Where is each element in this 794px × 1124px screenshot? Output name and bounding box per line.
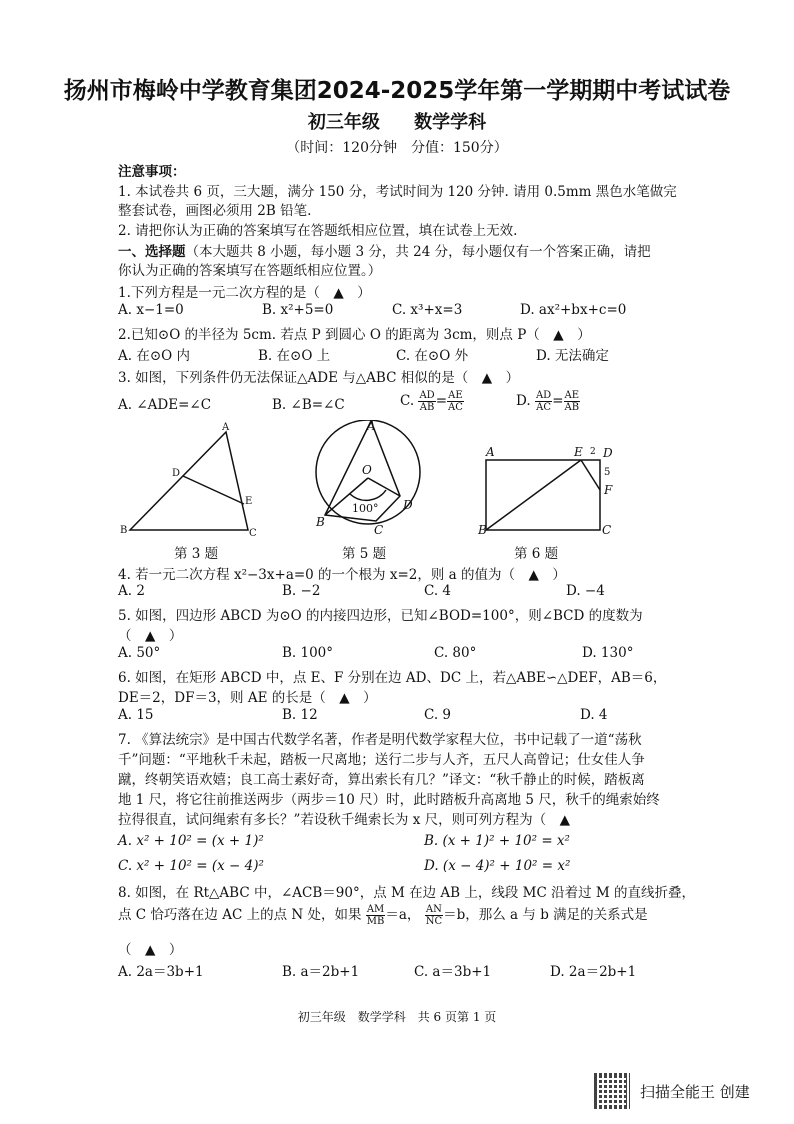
q3-d-f2-num: AE — [564, 390, 580, 401]
q5-option-d: D. 130° — [582, 645, 634, 661]
qr-code-icon — [594, 1073, 630, 1109]
q8-option-d: D. 2a＝2b+1 — [550, 964, 637, 980]
q6-option-d: D. 4 — [580, 707, 608, 723]
fig5-angle-arc — [350, 490, 386, 500]
q8-mid2: ＝b，那么 a 与 b 满足的关系式是 — [443, 907, 648, 923]
fig6-label-b: B — [478, 523, 487, 537]
q5-option-b: B. 100° — [282, 645, 334, 661]
section1-desc2: 你认为正确的答案填写在答题纸相应位置。） — [118, 263, 382, 279]
q7-line3: 蹴，终朝笑语欢嬉；良工高士素好奇，算出索长有几？”译文：“秋千静止的时候，踏板离 — [118, 772, 645, 788]
q1-option-c: C. x³+x=3 — [392, 302, 463, 318]
figure-5-caption: 第 5 题 — [342, 546, 387, 562]
figure-3-caption: 第 3 题 — [174, 546, 219, 562]
q2-stem: 2.已知⊙O 的半径为 5cm. 若点 P 到圆心 O 的距离为 3cm，则点 P（ ▲ ） — [118, 327, 591, 343]
note-1a: 1. 本试卷共 6 页，三大题，满分 150 分，考试时间为 120 分钟. 请用 0.5mm 黑色水笔做完 — [118, 184, 677, 200]
q3-c-f2-num: AE — [448, 390, 463, 401]
q3-c-f1-den: AB — [419, 402, 435, 413]
q5-option-a: A. 50° — [118, 645, 161, 661]
time-score: （时间：120分钟 分值：150分） — [286, 140, 508, 156]
fig3-label-b: B — [120, 525, 128, 536]
fig3-label-a: A — [222, 422, 230, 433]
fig6-label-2: 2 — [590, 447, 596, 457]
q3-option-d: D. $\frac{AD}{AC}$ = $\frac{AE}{AB}$ — [516, 390, 580, 413]
q3-c-f1-num: AD — [419, 390, 435, 401]
q8-option-b: B. a＝2b+1 — [282, 964, 360, 980]
q8-f2-num: AN — [425, 904, 442, 915]
q8-f1-num: AM — [366, 904, 385, 915]
figure-6-caption: 第 6 题 — [514, 546, 559, 562]
q3-d-label: D. — [516, 393, 531, 409]
q4-option-d: D. −4 — [566, 583, 605, 599]
q7-option-a: A. x² + 10² = (x + 1)² — [118, 833, 264, 849]
fig6-label-a: A — [486, 445, 495, 459]
fig6-label-e: E — [574, 445, 583, 459]
q8-line3: （ ▲ ） — [118, 942, 183, 958]
fig5-label-a: A — [367, 420, 376, 433]
q7-option-d: D. (x − 4)² + 10² = x² — [424, 858, 571, 874]
notes-heading: 注意事项： — [118, 164, 186, 180]
q1-stem: 1.下列方程是一元二次方程的是（ ▲ ） — [118, 285, 371, 301]
q8-f1-den: MB — [366, 916, 385, 927]
q1-option-b: B. x²+5=0 — [262, 302, 334, 318]
q8-option-c: C. a＝3b+1 — [414, 964, 492, 980]
q2-option-a: A. 在⊙O 内 — [118, 348, 191, 364]
q3-d-f2-den: AB — [564, 402, 580, 413]
fig5-label-angle: 100° — [352, 502, 379, 515]
q8-frac-am-mb — [366, 904, 386, 927]
q2-option-d: D. 无法确定 — [536, 348, 609, 364]
q8-f2-den: NC — [425, 916, 443, 927]
q3-d-f1-den: AC — [536, 402, 551, 413]
q8-frac-an-nc — [425, 904, 443, 927]
note-2: 2. 请把你认为正确的答案填写在答题纸相应位置，填在试卷上无效. — [118, 223, 518, 239]
figures-row — [118, 420, 758, 540]
q7-line2: 千”问题：“平地秋千未起，踏板一尺离地；送行二步与人齐，五尺人高曾记；仕女佳人争 — [118, 752, 645, 768]
q5-stem: 5. 如图，四边形 ABCD 为⊙O 的内接四边形，已知∠BOD=100°，则∠BCD 的度数为 — [118, 608, 643, 624]
fig5-label-o: O — [362, 463, 372, 477]
q3-option-c: C. $\frac{AD}{AB}$ = $\frac{AE}{AC}$ — [400, 390, 463, 413]
q6-option-c: C. 9 — [424, 707, 452, 723]
fig6-labels — [477, 445, 613, 537]
subject-label: 数学学科 — [414, 112, 487, 133]
q7-option-b: B. (x + 1)² + 10² = x² — [424, 833, 570, 849]
q6-option-b: B. 12 — [282, 707, 318, 723]
q8-line1: 8. 如图，在 Rt△ABC 中，∠ACB＝90°，点 M 在边 AB 上，线段 MC 沿着过 M 的直线折叠， — [118, 885, 696, 901]
scanner-watermark: 扫描全能王 创建 — [640, 1083, 750, 1101]
fig6-label-5: 5 — [604, 467, 611, 478]
q3-option-a: A. ∠ADE=∠C — [118, 397, 212, 413]
fig6-label-f: F — [604, 483, 613, 497]
fig3-label-d: D — [172, 468, 181, 479]
q2-option-b: B. 在⊙O 上 — [258, 348, 331, 364]
q2-option-c: C. 在⊙O 外 — [396, 348, 469, 364]
section1-title: 一、选择题 — [118, 244, 186, 260]
q8-line2 — [118, 903, 648, 927]
note-1b: 整套试卷，画图必须用 2B 铅笔. — [118, 203, 312, 219]
grade-label: 初三年级 — [307, 112, 380, 133]
q3-d-frac2 — [564, 390, 581, 413]
fig3-label-c: C — [249, 528, 257, 539]
grade-subject — [0, 108, 794, 134]
q6-stem2: DE＝2，DF＝3，则 AE 的长是（ ▲ ） — [118, 690, 377, 706]
q7-line4: 地 1 尺，将它往前推送两步（两步＝10 尺）时，此时踏板升高离地 5 尺，秋千的绳索始终 — [118, 792, 660, 808]
q5-option-c: C. 80° — [434, 645, 477, 661]
q7-line1: 7. 《算法统宗》是中国古代数学名著，作者是明代数学家程大位，书中记载了一道“荡秋 — [118, 732, 642, 748]
figure-6 — [486, 460, 600, 530]
q4-stem: 4. 若一元二次方程 x²−3x+a=0 的一个根为 x=2，则 a 的值为（ ▲ ） — [118, 567, 566, 583]
exam-title: 扬州市梅岭中学教育集团2024-2025学年第一学期期中考试试卷 — [63, 78, 731, 104]
fig5-label-d: D — [403, 498, 413, 512]
q4-option-a: A. 2 — [118, 583, 145, 599]
fig6-label-c: C — [602, 523, 612, 537]
q1-option-a: A. x−1=0 — [118, 302, 184, 318]
q7-line5: 拉得很直，试问绳索有多长？”若设秋千绳索长为 x 尺，则可列方程为（ ▲ — [118, 812, 570, 828]
q8-option-a: A. 2a＝3b+1 — [118, 964, 204, 980]
q3-c-frac1 — [418, 390, 435, 413]
section1-desc: （本大题共 8 小题，每小题 3 分，共 24 分，每小题仅有一个答案正确，请把 — [185, 244, 651, 260]
q1-option-d: D. ax²+bx+c=0 — [520, 302, 627, 318]
fig3-triangle-abc — [130, 432, 248, 530]
fig3-label-e: E — [245, 496, 253, 507]
figure-3 — [130, 432, 248, 530]
q3-c-frac2 — [447, 390, 464, 413]
q3-d-frac1 — [535, 390, 552, 413]
q4-option-c: C. 4 — [424, 583, 452, 599]
q8-mid1: ＝a， — [385, 907, 421, 923]
fig6-segment-ef — [581, 460, 600, 490]
fig6-label-d: D — [603, 446, 613, 460]
fig5-label-b: B — [316, 515, 325, 529]
page-footer: 初三年级 数学学科 共 6 页第 1 页 — [297, 1010, 497, 1024]
q3-stem: 3. 如图，下列条件仍无法保证△ADE 与△ABC 相似的是（ ▲ ） — [118, 370, 520, 386]
q4-option-b: B. −2 — [282, 583, 321, 599]
q6-option-a: A. 15 — [118, 707, 154, 723]
q3-d-f1-num: AD — [535, 390, 552, 401]
fig3-segment-de — [183, 476, 244, 504]
q3-option-b: B. ∠B=∠C — [272, 397, 345, 413]
fig6-segment-be — [486, 460, 581, 530]
section1-heading — [118, 240, 651, 260]
q8-line2-text: 点 C 恰巧落在边 AC 上的点 N 处，如果 — [118, 907, 362, 923]
q5-stem2: （ ▲ ） — [118, 628, 183, 644]
fig5-label-c: C — [374, 523, 384, 537]
q7-option-c: C. x² + 10² = (x − 4)² — [118, 858, 264, 874]
fig6-rectangle — [486, 460, 600, 530]
q3-c-label: C. — [400, 393, 415, 409]
q6-stem: 6. 如图，在矩形 ABCD 中，点 E、F 分别在边 AD、DC 上，若△ABE∽△DEF，AB＝6， — [118, 670, 667, 686]
q3-c-f2-den: AC — [448, 402, 463, 413]
